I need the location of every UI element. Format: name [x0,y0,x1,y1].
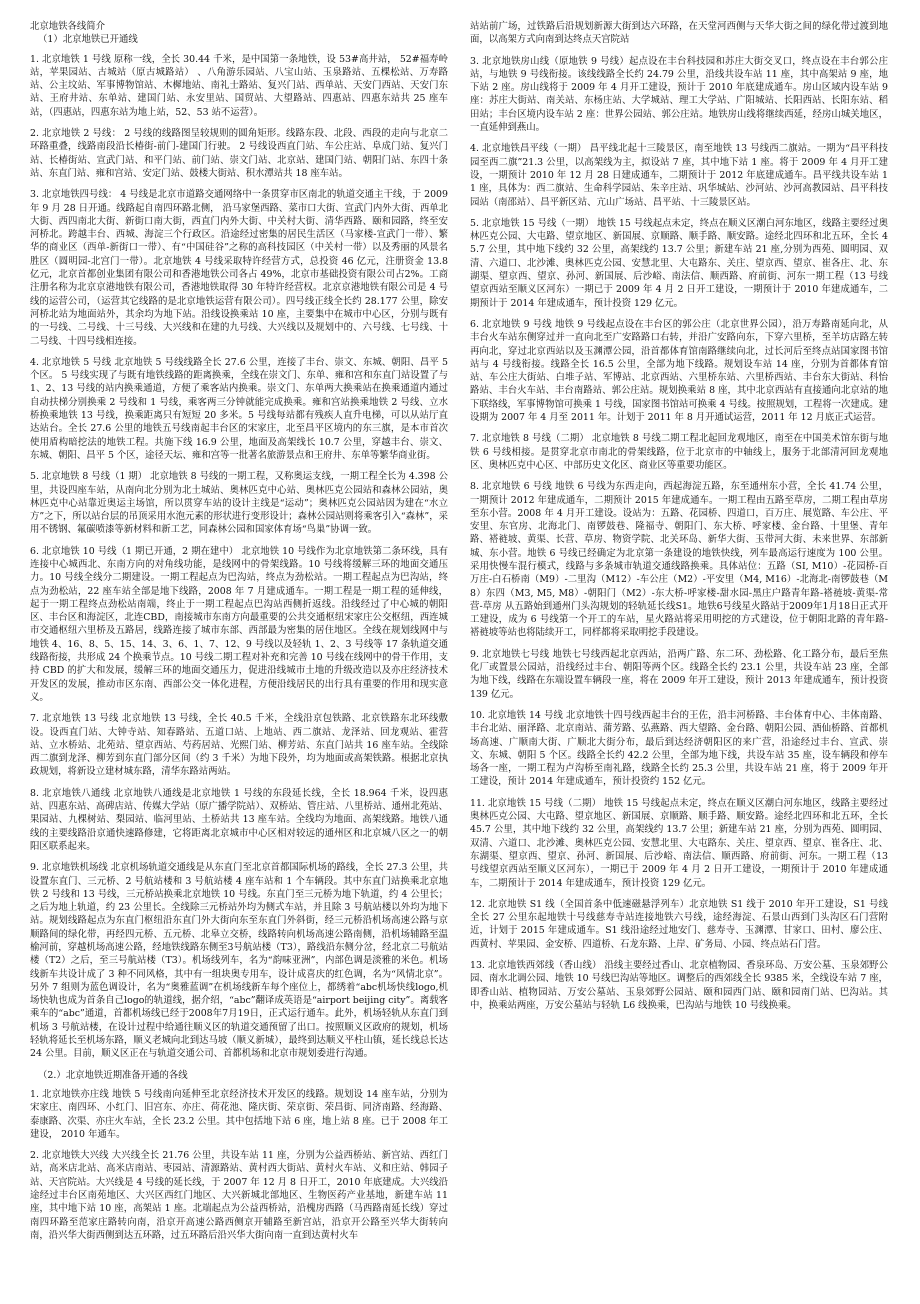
line-paragraph: 7. 北京地铁 13 号线 北京地铁 13 号线，全长 40.5 千米，全线沿京包铁路、北京铁路东北环线敷设。设西直门站、大钟寺站、知春路站、五道口站、上地站、西二旗站、龙泽站、回龙观站、霍营站、立水桥站、北苑站、望京西站、芍药居站、光熙门站、柳芳站、东直门站共 16 座车站。全线除西二旗到龙泽、柳芳到东直门部分区间（约 3 千米）为地下段外，均为地面或高架铁路。根据北京执政规划，将新设立建材城东路，清华东路站两站。 [30,713,448,778]
line-paragraph: 4. 北京地铁昌平线（一期） 昌平线北起十三陵景区，南至地铁 13 号线西二旗站。一期为“昌平科技园至西二旗”21.3 公里，以高架线为主，拟设站 7 座，其中地下站 1 座。将于 2009 年 4 月开工建设，一期预计 2010 年 12 月 28 日建成通车，二期预计于 2012 年底建成通车。昌平线共设车站 11 座，具体为：西二旗站、生命科学园站、朱辛庄站、巩华城站、沙河站、沙河高教园站、昌平科技园站（南邵站）、昌平新区站、亢山广场站、昌平站、十三陵景区站。 [470,143,888,208]
line-paragraph: 10. 北京地铁 14 号线 北京地铁十四号线西起丰台的王佐，沿丰河桥路、丰台体育中心、丰体南路、丰台北站、丽泽路、北京南站、蒲芳路、弘燕路、西大望路、金台路、朝阳公园、酒仙桥路、首都机场高速、广顺南大街、广顺北大街分布，最后到达经济朝阳区的来广营，沿途经过丰台、宣武、崇文、东城、朝阳 5 个区。线路全长约 42.2 公里，全部为地下线，共设车站 35 座，设车辆段和停车场各一座，一期工程为卢沟桥至南礼路，线路全长约 25.3 公里，共设车站 21 座，将于 2009 年开工建设，预计 2014 年建成通车，预计投资约 152 亿元。 [470,709,888,788]
line-paragraph: 1. 北京地铁亦庄线 地铁 5 号线南向延伸至北京经济技术开发区的线路。规划设 14 座车站，分别为宋家庄、南四环、小红门、旧宫东、亦庄、荷花池、隆庆街、荣京街、荣昌街、同济南路、经海路、泰康路、次渠、亦庄火车站，全长 23.2 公里。其中包括地下站 6 座，地上站 8 座。已于 2008 年工建设， 2010 年通车。 [30,1088,449,1140]
line-paragraph: 3. 北京地铁房山线（原地铁 9 号线）起点设在丰台科技园和苏庄大街交叉口，终点设在丰台郭公庄站，与地铁 9 号线衔接。该线线路全长约 24.79 公里，沿线共设车站 11 座，其中高架站 9 座，地下站 2 座。房山线将于 2009 年 4 月开工建设，预计于 2010 年底建成通车。房山区域内设车站 9 座：苏庄大街站、南关站、东杨庄站、大学城站、理工大学站、广阳城站、长阳西站、长阳东站、稻田站；丰台区境内设车站 2 座：世界公园站、郭公庄站。地铁房山线将继续西延，经房山城关地区，一直延伸到燕山。 [470,55,888,134]
line-paragraph: 2. 北京地铁大兴线 大兴线全长 21.76 公里，共设车站 11 座，分别为公益西桥站、新宫站、西红门站，高米店北站、高米店南站、枣园站、清源路站、黄村西大街站、黄村火车站、义和庄站、韩园子站、天宫院站。大兴线是 4 号线的延长线，于 2007 年 12 月 8 日开工，2010 年底建成。大兴线沿途经过丰台区南苑地区、大兴区西红门地区、大兴新城北部地区、生物医药产业基地，新建车站 11 座，其中地下站 10 座，高架站 1 座。北端起点为公益西桥站，沿槐房西路（马西路南延长线）穿过南四环路至范家庄路转向南，沿京开高速公路西侧京开辅路至新宫站，沿京开公路至兴华大街转向南，沿兴华大街西侧到达五环路，过五环路后沿兴华大街向南一直到达黄村火车 [30,1150,448,1241]
line-paragraph: 3. 北京地铁四号线： 4 号线是北京市道路交通网络中一条贯穿市区南北的轨道交通主干线，于 2009 年 9 月 28 日开通。线路起自南四环路北侧， 沿马家堡西路、菜市口大街、宣武门内外大街、西单北大街、西四南北大街、新街口南大街，西直门内外大街、中关村大街、清华西路、颐和园路，终至安河桥北。跨越丰台、西城、海淀三个行政区。沿途经过密集的居民生活区（马家楼-宣武门一带）、繁华的商业区（西单-新街口一带）、有“中国硅谷”之称的高科技园区（中关村一带）以及秀丽的风景名胜区（圆明园-北宫门一带）。北京地铁 4 号线采取特许经营方式，总投资 46 亿元，注册资金 13.8 亿元，北京首都创业集团有限公司和香港地铁公司各占 49%，北京市基础投资有限公司占2%。工商注册名称为北京京港地铁有限公司，香港地铁取得 30 年特许经营权。北京京港地铁有限公司是 4 号线的运营公司，（运营其它线路的是北京地铁运营有限公司）。四号线正线全长约 28.177 公里，除安河桥北站为地面站外，其余均为地下站。沿线设换乘站 10 座，主要集中在城市中心区，分别与既有的一号线、二号线、十三号线、大兴线和在建的九号线、大兴线以及规划中的、六号线、七号线、十二号线、十四号线相连接。 [30,189,448,347]
line-paragraph: 2. 北京地铁 2 号线： 2 号线的线路图呈较规则的圆角矩形。线路东段、北段、西段的走向与北京二环路重叠，线路南段沿长椿街-前门-建国门行驶。 2 号线设西直门站、车公庄站、阜成门站、复兴门站、长椿街站、宣武门站、和平门站、前门站、崇文门站、北京站、建国门站、朝阳门站、东四十条站、东直门站、雍和宫站、安定门站、鼓楼大街站、积水潭站共 18 座车站。 [30,128,448,179]
right-column [470,20,888,1020]
line-paragraph: 5. 北京地铁 8 号线（1 期） 北京地铁 8 号线的一期工程，又称奥运支线，一期工程全长为 4.398 公里，共设四座车站，从南向北分别为北土城站、奥林匹克中心站、奥林匹克公园站和森林公园站，奥林匹克中心站靠近奥运主场馆，所以贯穿车站的设计主线是“运动”；奥林匹克公园站因为建在“水立方”之下，所以站台层的吊顶采用水泡元素的形状进行变形设计；森林公园站则将乘客引入“森林”，采用不锈钢、氟碳喷漆等新材料和新工艺，同森林公园和国家体育场“鸟巢”协调一致。 [30,471,449,536]
section-heading-opened: （1）北京地铁已开通线 [38,34,138,46]
left-column [30,20,448,1250]
line-paragraph: 8. 北京地铁 6 号线 地铁 6 号线为东西走向，西起海淀五路，东至通州东小营，全长 41.74 公里，一期预计 2012 年建成通车，二期预计 2015 年建成通车。一期工程由五路至草房，二期工程由草房至东小营。2008 年 4 月开工建设。设站为：五路、花园桥、四道口，百万庄、展览路、车公庄、平安里、东官房、北海北门、南锣鼓巷、隆福寺、朝阳门、东大桥、呼家楼、金台路、十里堡、青年路、褡裢坡、黄渠、长营、草房、物资学院、北关环岛、新华大街、玉带河大街、未来世界、东部新城、东小营。地铁 6 号线已经确定为北京第一条建设的地铁快线，列车最高运行速度为 100 公里。采用快慢车混行模式，线路与多条城市轨道交通线路换乘。具体站位：五路（SI, M10）-花园桥-百万庄-白石桥南（M9）-二里沟（M12）-车公庄（M2）-平安里（M4, M16）-北海北-南锣鼓巷（M8）东四（M3, M5, M8）-朝阳门（M2）-东大桥-呼家楼-甜水园-黑庄户路青年路-褡裢坡-黄渠-常营-草房 从五路始到通州门头沟规划的轻轨延长线S1。地铁6号线星火路站于2009年1月18日正式开工建设，成为 6 号线第一个开工的车站，星火路站将采用明挖的方式建设，位于朝阳北路的青年路-褡裢坡等站也将陆续开工，同样都将采取明挖手段建设。 [470,481,888,639]
line-paragraph: 5. 北京地铁 15 号线（一期） 地铁 15 号线起点未定，终点在顺义区潮白河东地区，线路主要经过奥林匹克公园、大屯路、望京地区、新国展、京顺路、顺手路、顺安路。途经北四环和北五环，全长 45.7 公里，其中地下线约 32 公里，高架线约 13.7 公里；新建车站 21 座,分别为西苑、圆明园、双清、六道口、北沙滩、奥林匹克公园、安慧北里、大屯路东、关庄、望京西、望京、崔各庄、北、东湖渠、望京西、望京、孙河、新国展、后沙峪、南法信、顺西路、府前街、河东一期工程（13 号线望京西站至顺义区河东）一期已于 2009 年 4 月 2 日开工建设，一期预计于 2010 年建成通车，二期预计于 2014 年建成通车，预计投资 129 亿元。 [470,217,888,309]
line-paragraph: 8. 北京地铁八通线 北京地铁八通线是北京地铁 1 号线的东段延长线，全长 18.964 千米，设四惠站、四惠东站、高碑店站、传媒大学站（原广播学院站）、双桥站、管庄站、八里桥站、通州北苑站、果园站、九棵树站、梨园站、临河里站、土桥站共 13 座车站。全线均为地面、高架线路。地铁八通线的主要线路沿京通快速路修建，它将距离北京城市中心区相对较远的通州区和北京城八区之一的朝阳区联系起来。 [30,787,448,852]
line-paragraph: 12. 北京地铁 S1 线（全国首条中低速磁悬浮列车）北京地铁 S1 线于 2010 年开工建设，S1 号线全长 27 公里东起地铁十号线慈寿寺站连接地铁六号线，途经海淀、石景山西到门头沟区石门营附近，计划于 2015 年建成通车。S1 线沿途经过地安门、慈寿寺、玉渊潭、甘家口、田村、廖公庄、西黄村、苹果园、金安桥、四道桥、石龙东路、上岸、矿务局、小园、终点站石门营。 [470,898,888,950]
line-paragraph: 6. 北京地铁 9 号线 地铁 9 号线起点设在丰台区的郭公庄（北京世界公园），沿万寿路南延向北，从丰台火车站东侧穿过并一直向北至广安路路口右转，并沿广安路向东，下穿六里桥，至羊坊店路左转再向北，穿过北京西站以及玉渊潭公园，沿首都体育馆南路继续向北，过长河后至终点站国家图书馆站与 4 号线衔接。线路全长 16.5 公里，全部为地下线路。规划设车站 14 座，分别为首都体育馆站、车公庄大街站、白堆子站、军博站、北京西站、六里桥东站、六里桥西站、丰台东大街站、科怡路站、丰台火车站、丰台南路站、郭公庄站。规划换乘站 8 座，其中北京西站有直接通向北京站的地下联络线，军事博物馆可换乘 1 号线，国家图书馆站可换乘 4 号线。按照规划，工程将一次建成。建设期为 2007 年 4 月至 2011 年。计划于 2011 年 8 月开通试运营，2011 年 12 月底正式运营。 [470,318,888,424]
line-paragraph: 4. 北京地铁 5 号线 北京地铁 5 号线线路全长 27.6 公里，连接了丰台、崇文、东城、朝阳、昌平 5 个区。 5 号线实现了与既有地铁线路的距离换乘，全线在崇文门、东单、雍和宫和东直门站设置了与 1、2、13 号线的站内换乘通道，方便了乘客站内换乘。崇文门、东单两大换乘站在换乘通道内通过自动扶梯分别换乘 2 号线和 1 号线，乘客两三分钟就能完成换乘。雍和宫站换乘地铁 2 号线、立水桥换乘地铁 13 号线，换乘距离只有短短 20 多米。5 号线每站都有残疾人直升电梯，可以从站厅直达站台。全长 27.6 公里的地铁五号线南起丰台区的宋家庄，北至昌平区境内的东三旗，是本市首次使用盾构暗挖法的地铁工程。共施下线 16.9 公里，地面及高架线长 10.7 公里，穿越丰台、崇文、东城、朝阳、昌平 5 个区，途径天坛、雍和宫等一批著名旅游景点和王府井、东单等繁华商业街。 [30,356,448,461]
line-paragraph: 9. 北京地铁七号线 地铁七号线西起北京西站，沿两广路、东二环、劲松路、化工路分布，最后至焦化厂或置景公园站，沿线经过丰台、朝阳等两个区。线路全长约 23.1 公里，共设车站 23 座，全部为地下线，线路在东端设置车辆段一座，将在 2009 年开工建设，预计 2013 年建成通车，预计投资 139 亿元。 [470,648,888,700]
line-paragraph: 7. 北京地铁 8 号线（二期） 北京地铁 8 号线二期工程北起回龙观地区，南至在中国美术馆东街与地铁 6 号线相接。是贯穿北京市南北的骨架线路，位于北京市的中轴线上，服务于北部清河回龙观地区、奥林匹克中心区、中部历史文化区、商业区等重要功能区。 [470,433,888,471]
line-paragraph: 1. 北京地铁 1 号线 原称一线，全长 30.44 千米，是中国第一条地铁，设 53#高井站， 52#福寿岭站，苹果园站、古城站（原古城路站） 、八角游乐园站、八宝山站、玉泉路站、五棵松站、万寿路站、公主坟站、军事博物馆站、木樨地站、南礼士路站、复兴门站、西单站、天安门西站、天安门东站、王府井站、东单站、建国门站、永安里站、国贸站、大望路站、四惠站、四惠东站共 25 座车站，（四惠站，四惠东站为地上站，52、53 站不运营）。 [30,53,448,118]
line-paragraph: 站站前广场，过铁路后沿规划新源大街到达六环路，在天堂河西侧与天华大街之间的绿化带过渡到地面，以高架方式向南到达终点天宫院站 [470,21,888,46]
document-title: 北京地铁各线简介 [30,21,106,32]
section-heading-upcoming: （2.）北京地铁近期准备开通的各线 [38,1069,188,1081]
line-paragraph: 11. 北京地铁 15 号线（二期） 地铁 15 号线起点未定，终点在顺义区潮白河东地区，线路主要经过奥林匹克公园、大屯路、望京地区、新国展、京顺路、顺手路、顺安路。途经北四环和北五环，全长 45.7 公里，其中地下线约 32 公里，高架线约 13.7 公里；新建车站 21 座，分别为西苑、圆明园、双清、六道口、北沙滩、奥林匹克公园、安慧北里、大屯路东、关庄、望京西、望京、崔各庄、北、东湖渠、望京西、望京、孙河、新国展、后沙峪、南法信、顺西路、府前街、河东。一期工程（13 号线望京西站至顺义区河东），一期已于 2009 年 4 月 2 日开工建设，一期预计于 2010 年建成通车，二期预计于 2014 年建成通车，预计投资 129 亿元。 [470,797,888,889]
line-paragraph: 6. 北京地铁 10 号线（1 期已开通，2 期在建中） 北京地铁 10 号线作为北京地铁第二条环线，具有连接中心城西北、东南方向的对角线功能，是线网中的骨架线路。10 号线将缓解三环的地面交通压力。10 号线全线分二期建设。一期工程起点为巴沟站，终点为劲松站。一期工程起点为巴沟站，终点为劲松站，22 座车站全部是地下线路，2008 年 7 月建成通车。一期工程是一期工程的延伸线，起于一期工程终点劲松站南端，终止于一期工程起点巴沟站西侧折返线。沿线经过了中心城的朝阳区、丰台区和海淀区，北连CBD，南接城市东南方向最重要的公共交通枢纽宋家庄公交枢纽，西连城市交通枢纽六里桥及五路居，线路连接了城市东部、西部最为密集的居住地区。全线在规划线网中与地铁 4、16、8、5、15、14、3、6、1、7、12、9 号线以及轻轨 1、2、3 号线等 17 条轨道交通线路衔接，共形成 24 个换乘节点。10 号线二期工程对补充和完善 10 号线在线网中的骨干作用，支持 CBD 的扩大和发展，缓解三环的地面交通压力，促进沿线城市土地的升级改造以及亦庄经济技术开发区的发展，推动市区东南、西部公交一体化进程，方便沿线居民的出行具有重要的作用和现实意义。 [30,545,448,703]
line-paragraph: 9. 北京地铁机场线 北京机场轨道交通线是从东直门至北京首都国际机场的路线，全长 27.3 公里，共设置东直门、三元桥、2 号航站楼和 3 号航站楼 4 座车站和 1 个车辆段。其中东直门站换乘北京地铁 2 号线和 13 号线，三元桥站换乘北京地铁 10 号线。东直门至三元桥为地下轨道，约 4 公里长；之后为地上轨道，约 23 公里长。全线除三元桥站外均为侧式车站，并且除 3 号航站楼以外均为地下站。规划线路起点为东直门枢纽沿东直门外大街向东至东直门外斜街，经三元桥沿机场高速公路与京顺路间的绿化带，再经四元桥、五元桥、北皋立交桥，线路转向机场高速公路南侧，沿机场辅路至温榆河前，穿越机场高速公路，经地铁线路东侧至3号航站楼（T3），路线沿东侧分岔，经北京二号航站楼（T2）之后，至三号航站楼（T3）。机场线列车，名为“韵味亚洲”，内部色调是淡雅的米色。机场线新车共设计成了 3 种不同风格，其中有一组块奥专用车，设计成喜庆的红色调，名为“风情北京”。另外 7 组则为蓝色调设计，名为“奥雅蓝调”在机场线新车每个座位上，都绣着“abc机场快线logo,机场快轨也成为首条自己logo的轨道线，据介绍，“abc”翻译成英语是“airport beijing city”。离载客乘车的“abc”通道，首都机场线已经于2008年7月19日，正式运行通车。此外，机场轻轨从东直门到机场 3 号航站楼，在设计过程中给通往顺义区的轨道交通预留了出口。按照顺义区政府的规划，机场轻轨将延长至机场东路，顺义老城向北到达马坡（顺义新城），最终到达顺义平柱山镇，延长线总长达 24 公里。目前，顺义区正在与轨道交通公司、首都机场和北京市规划委进行沟通。 [30,862,448,1060]
line-paragraph: 13. 北京地铁西郊线（香山线） 沿线主要经过香山、北京植物园、香泉环岛、万安公墓、玉泉郊野公园、南水北调公园、地铁 10 号线巴沟站等地区。调整后的西郊线全长 9385 米，全线设车站 7 座，即香山站、植物园站、万安公墓站、玉泉郊野公园站、颐和园西门站、颐和园南门站、巴沟站。其中，换乘站两座，万安公墓站与轻轨 L6 线换乘，巴沟站与地铁 10 号线换乘。 [470,960,888,1011]
